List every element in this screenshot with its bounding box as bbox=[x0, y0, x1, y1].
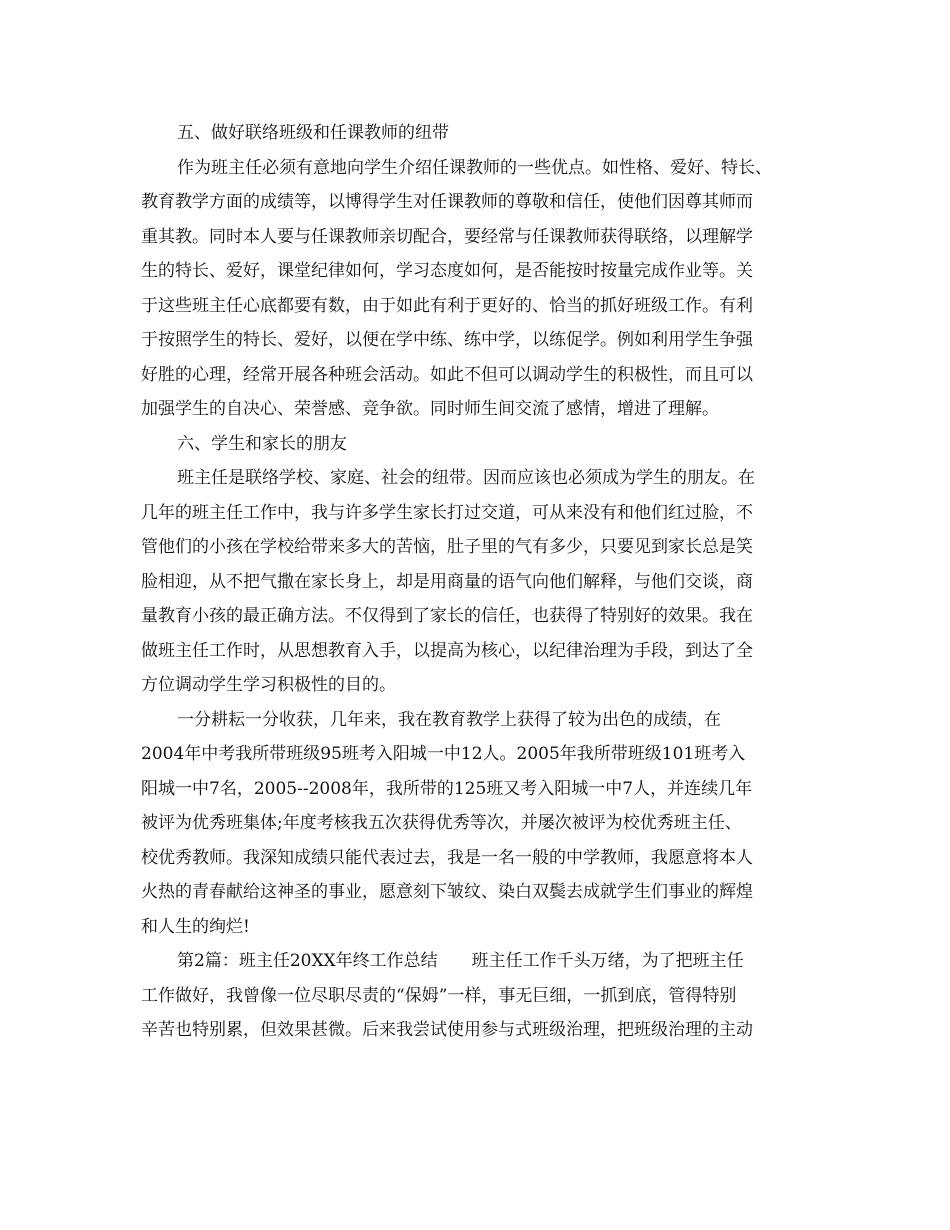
document-body bbox=[141, 116, 821, 1048]
section-heading: 六、学生和家长的朋友 bbox=[177, 433, 347, 454]
paragraph-line: 阳城一中7名，2005--2008年，我所带的125班又考入阳城一中7人，并连续几年 bbox=[141, 778, 753, 799]
paragraph-line: 方位调动学生学习积极性的目的。 bbox=[141, 675, 396, 695]
paragraph-line: 加强学生的自决心、荣誉感、竞争欲。同时师生间交流了感情，增进了理解。 bbox=[141, 399, 719, 419]
paragraph-line: 于这些班主任心底都要有数，由于如此有利于更好的、恰当的抓好班级工作。有利 bbox=[141, 295, 753, 316]
paragraph-line: 管他们的小孩在学校给带来多大的苦恼，肚子里的气有多少，只要见到家长总是笑 bbox=[141, 537, 753, 557]
paragraph-line: 2004年中考我所带班级95班考入阳城一中12人。2005年我所带班级101班考入 bbox=[141, 744, 746, 764]
paragraph-line: 作为班主任必须有意地向学生介绍任课教师的一些优点。如性格、爱好、特长、 bbox=[177, 157, 772, 178]
paragraph-line: 几年的班主任工作中，我与许多学生家长打过交道，可从来没有和他们红过脸，不 bbox=[141, 502, 753, 523]
paragraph-line: 火热的青春献给这神圣的事业，愿意刻下皱纹、染白双鬓去成就学生们事业的辉煌 bbox=[141, 882, 753, 902]
paragraph-line: 脸相迎，从不把气撒在家长身上，却是用商量的语气向他们解释，与他们交谈，商 bbox=[141, 571, 753, 592]
paragraph-line: 和人生的绚烂! bbox=[141, 916, 250, 937]
paragraph-line: 于按照学生的特长、爱好，以便在学中练、练中学，以练促学。例如利用学生争强 bbox=[141, 330, 753, 350]
paragraph-line: 班主任是联络学校、家庭、社会的纽带。因而应该也必须成为学生的朋友。在 bbox=[177, 468, 755, 488]
paragraph-line: 被评为优秀班集体;年度考核我五次获得优秀等次，并屡次被评为校优秀班主任、 bbox=[141, 813, 742, 833]
section-heading: 五、做好联络班级和任课教师的纽带 bbox=[177, 123, 449, 143]
paragraph-line: 重其教。同时本人要与任课教师亲切配合，要经常与任课教师获得联络，以理解学 bbox=[141, 226, 753, 247]
paragraph-line: 工作做好，我曾像一位尽职尽责的“保姆”一样，事无巨细，一抓到底，管得特别 bbox=[141, 985, 737, 1006]
paragraph-line: 生的特长、爱好，课堂纪律如何，学习态度如何，是否能按时按量完成作业等。关 bbox=[141, 261, 753, 281]
paragraph-line: 校优秀教师。我深知成绩只能代表过去，我是一名一般的中学教师，我愿意将本人 bbox=[141, 847, 753, 868]
article-heading-line: 第2篇：班主任20XX年终工作总结 班主任工作千头万绪，为了把班主任 bbox=[177, 951, 744, 971]
paragraph-line: 好胜的心理，经常开展各种班会活动。如此不但可以调动学生的积极性，而且可以 bbox=[141, 364, 753, 385]
paragraph-line: 辛苦也特别累，但效果甚微。后来我尝试使用参与式班级治理，把班级治理的主动 bbox=[141, 1020, 753, 1040]
paragraph-line: 量教育小孩的最正确方法。不仅得到了家长的信任，也获得了特别好的效果。我在 bbox=[141, 606, 753, 626]
paragraph-line: 做班主任工作时，从思想教育入手，以提高为核心，以纪律治理为手段，到达了全 bbox=[141, 640, 753, 661]
paragraph-line: 一分耕耘一分收获，几年来，我在教育教学上获得了较为出色的成绩，在 bbox=[177, 709, 721, 730]
paragraph-line: 教育教学方面的成绩等，以博得学生对任课教师的尊敬和信任，使他们因尊其师而 bbox=[141, 192, 753, 212]
